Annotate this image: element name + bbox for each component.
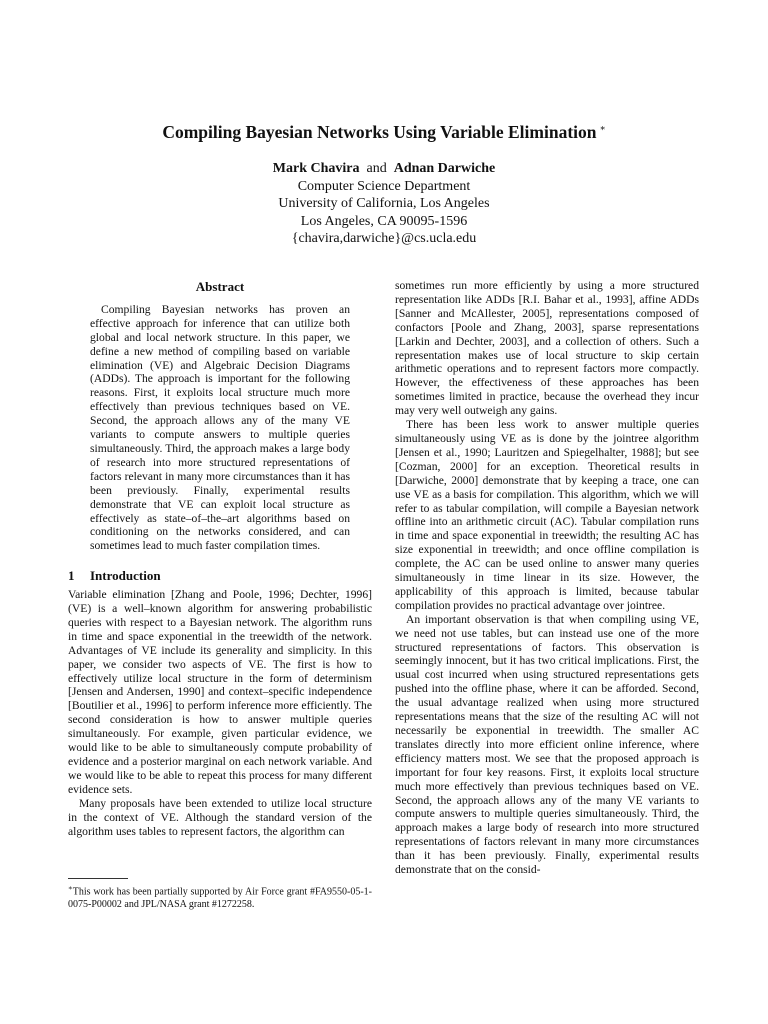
section-number: 1 <box>68 568 75 584</box>
intro-paragraph-2: Many proposals have been extended to utilize local structure in the context of VE. Although the standard version of the algorithm uses tables to represent factors, the algorithm can <box>68 796 372 838</box>
affiliation-dept: Computer Science Department <box>297 178 471 194</box>
title-text: Compiling Bayesian Networks Using Variable Elimination <box>162 122 597 142</box>
affiliation-univ: University of California, Los Angeles <box>278 196 490 211</box>
right-paragraph-1: sometimes run more efficiently by using a more structured representation like ADDs [R.I. Bahar et al., 1993], affine ADDs [Sanner and McAllester, 2005], representations composed of confactors [Poole and Zhang, 2003], sparse representations [Larkin and Dechter, 2003], and a collection of others. Such a representation makes use of local structure to skip certain arithmetic operations and to represent factors more compactly. However, the effectiveness of these approaches has been sometimes limited in practice, because the overhead they incur may very well outweigh any gains. <box>395 279 699 418</box>
author-2: Adnan Darwiche <box>393 161 496 176</box>
title-footnote-mark: ∗ <box>599 123 606 134</box>
footnote-text: This work has been partially supported by Air Force grant #FA9550-05-1-0075-P00002 and JPL/NASA grant #1272258. <box>68 886 372 910</box>
footnote <box>68 882 372 912</box>
right-paragraph-3: An important observation is that when compiling using VE, we need not use tables, but can instead use one of the more structured representations of factors. This observation is seemingly innocent, but it has two critical implications. First, the usual cost incurred when using structured representations gets pushed into the offline phase, where it can be afforded. Second, the usual advantage realized when using more structured representations means that the size of the resulting AC will not necessarily be exponential in treewidth. The smaller AC translates directly into more efficient online inference, where efficiency matters most. We see that the proposed approach is important for four key reasons. First, it exploits local structure much more effectively than previous techniques based on VE. Second, the approach allows any of the many VE variants to compute answers to multiple queries simultaneously. Third, the approach makes a large body of research into more structured representations of factors relevant in many more circumstances than it has been previously. Finally, experimental results demonstrate that on the consid- <box>395 612 699 877</box>
affiliation-city: Los Angeles, CA 90095-1596 <box>300 213 468 229</box>
left-column <box>68 280 372 838</box>
author-1: Mark Chavira <box>272 161 360 176</box>
author-names <box>0 160 768 178</box>
footnote-mark: ∗ <box>68 884 73 892</box>
intro-paragraph-1: Variable elimination [Zhang and Poole, 1996; Dechter, 1996] (VE) is a well–known algorithm for answering probabilistic queries with respect to a Bayesian network. The algorithm runs in time and space exponential in the treewidth of the network. Advantages of VE include its generality and simplicity. In this paper, we consider two aspects of VE. The first is how to effectively utilize local structure in the form of determinism [Jensen and Andersen, 1990] and context–specific independence [Boutilier et al., 1996] to perform inference more efficiently. The second consideration is how to answer multiple queries simultaneously. For example, given particular evidence, we would like to be able to simultaneously compute probability of evidence and a posterior marginal on each network variable. And we would like to be able to repeat this process for many different evidence sets. <box>68 588 372 796</box>
abstract-body <box>90 303 350 553</box>
right-column <box>395 279 699 877</box>
author-conjunction: and <box>366 161 387 176</box>
section-heading-introduction <box>68 569 372 583</box>
right-paragraph-2: There has been less work to answer multiple queries simultaneously using VE as is done by the jointree algorithm [Jensen et al., 1990; Lauritzen and Spiegelhalter, 1988]; but see [Cozman, 2000] for an exception. Theoretical results in [Darwiche, 2000] demonstrate that by keeping a trace, one can use VE as a basis for compilation. This algorithm, which we will refer to as tabular compilation, will compile a Bayesian network offline into an arithmetic circuit (AC). Tabular compilation runs in time and space exponential in treewidth; the resulting AC has size exponential in treewidth; and once offline compilation is complete, the AC can be used online to answer many queries simultaneously in time linear in its size. However, the applicability of this approach is limited, because tabular compilation provides no practical advantage over jointree. <box>395 418 699 612</box>
abstract-text: Compiling Bayesian networks has proven an effective approach for inference that can utilize both global and local network structure. In this paper, we define a new method of compiling based on variable elimination (VE) and Algebraic Decision Diagrams (ADDs). The approach is important for the following reasons. First, it exploits local structure much more effectively than previous techniques based on VE. Second, the approach allows any of the many VE variants to compute answers to multiple queries simultaneously. Third, the approach makes a large body of research into more structured representations of factors relevant in many more circumstances than it has been previously. Finally, experimental results demonstrate that VE can exploit local structure as effectively as state–of–the–art algorithms based on conditioning on the networks considered, and can sometimes lead to much faster compilation times. <box>90 302 350 553</box>
abstract-heading: Abstract <box>195 279 245 294</box>
paper-title <box>0 122 768 143</box>
author-block <box>0 160 768 248</box>
author-email: {chavira,darwiche}@cs.ucla.edu <box>291 231 477 246</box>
footnote-rule <box>68 878 128 879</box>
section-title: Introduction <box>90 568 161 584</box>
